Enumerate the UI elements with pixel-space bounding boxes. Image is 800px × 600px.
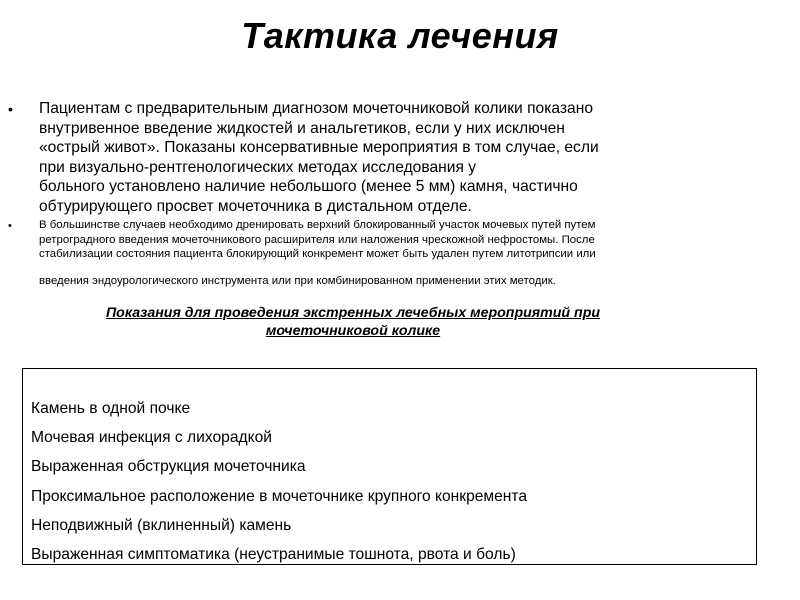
indications-list <box>31 394 527 569</box>
bullet-marker: • <box>8 101 13 117</box>
bullet-line: введения эндоурологического инструмента или при комбинированном применении этих методик. <box>39 274 556 287</box>
indication-item: Мочевая инфекция с лихорадкой <box>31 429 272 447</box>
bullet-line: ретроградного введения мочеточникового расширителя или наложения чрескожной нефростомы. После <box>39 233 595 246</box>
indications-heading-line: Показания для проведения экстренных лечебных мероприятий при <box>105 305 601 321</box>
bullet-text-drainage <box>39 218 759 288</box>
indication-item: Выраженная симптоматика (неустранимые тошнота, рвота и боль) <box>31 546 516 564</box>
bullet-line: стабилизации состояния пациента блокирующий конкремент может быть удален путем литотрипсии или <box>39 248 596 261</box>
slide-title: Тактика лечения <box>241 15 559 56</box>
indication-item: Камень в одной почке <box>31 400 191 417</box>
indication-item: Выраженная обструкция мочеточника <box>31 458 306 476</box>
indications-table <box>22 368 757 565</box>
indication-item: Неподвижный (вклиненный) камень <box>31 516 292 534</box>
bullet-text-initial-treatment: Пациентам с предварительным диагнозом мочеточниковой колики показано внутривенное введение жидкостей и анальгетиков, если у них исключен «острый живот». Показаны консервативные мероприятия в том случае, если при визуально-рентгенологических методах исследования у больного установлено наличие небольшого (менее 5 мм) камня, частично обтурирующего просвет мочеточника в дистальном отделе. <box>39 100 599 215</box>
indications-heading <box>0 304 706 340</box>
bullet-marker: • <box>8 220 12 232</box>
indications-heading-line: мочеточниковой колике <box>265 323 441 339</box>
bullet-line: В большинстве случаев необходимо дренировать верхний блокированный участок мочевых путей путем <box>39 219 596 231</box>
indication-item: Проксимальное расположение в мочеточнике крупного конкремента <box>31 487 528 505</box>
